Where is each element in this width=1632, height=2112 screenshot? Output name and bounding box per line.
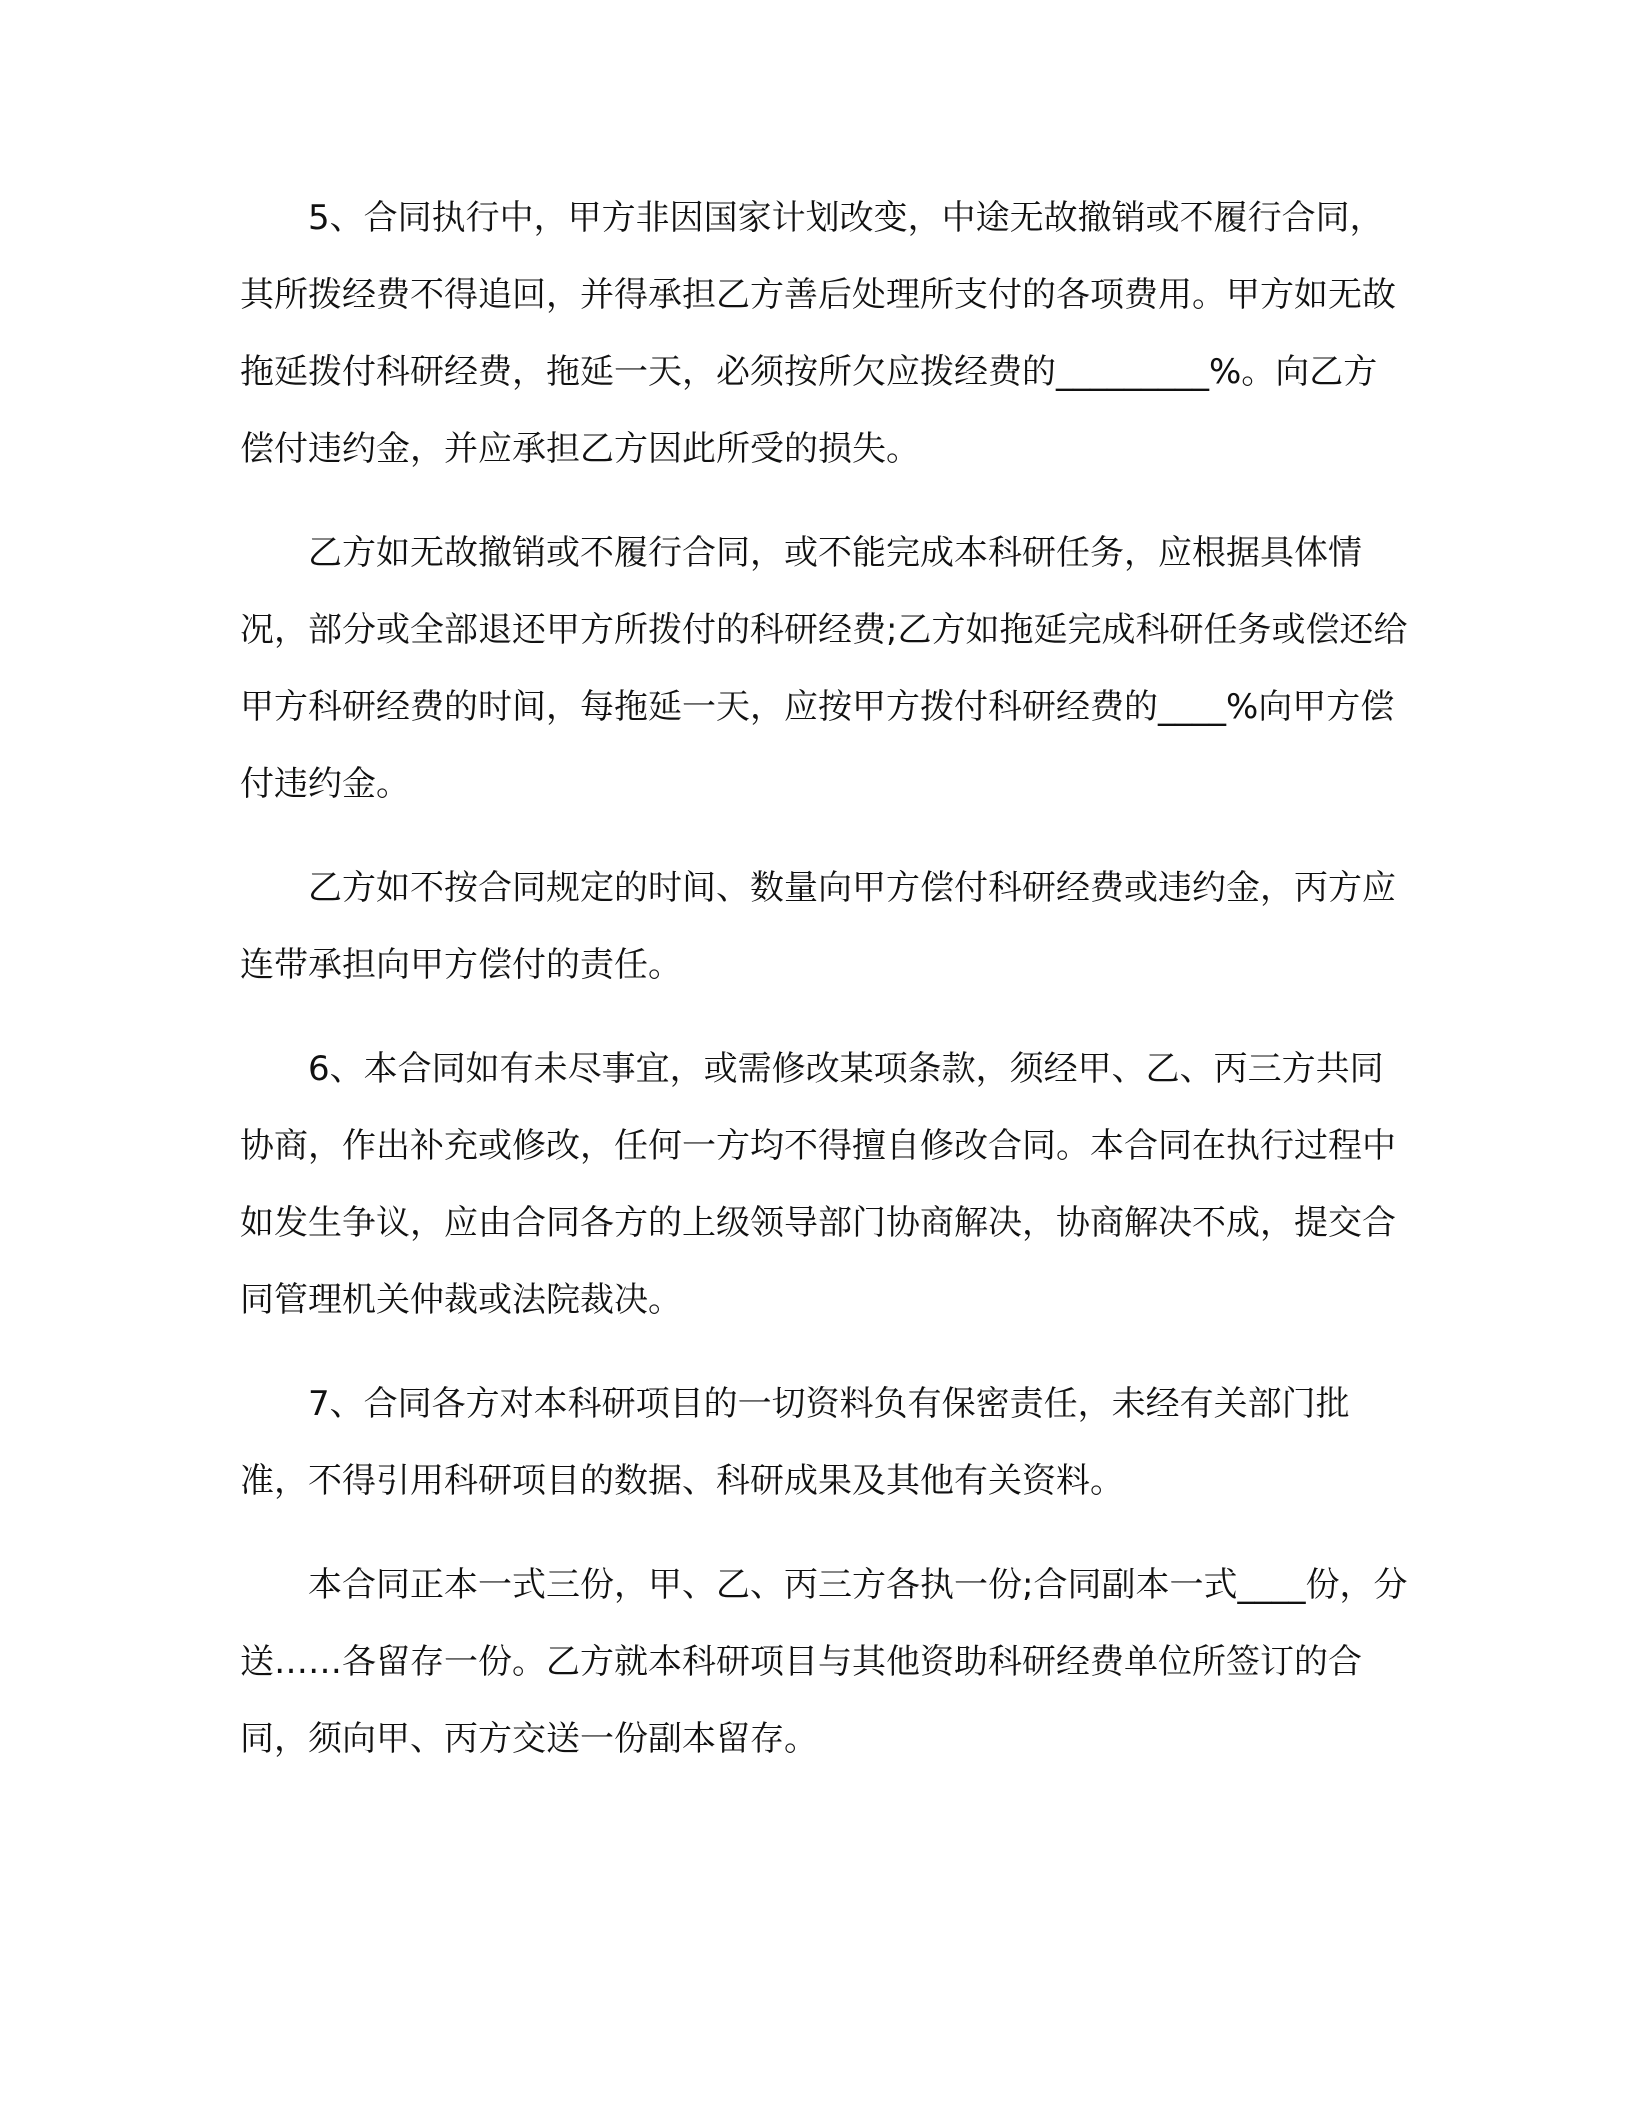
paragraph-clause-5: 5、合同执行中，甲方非因国家计划改变，中途无故撤销或不履行合同，其所拨经费不得追回，并得承担乙方善后处理所支付的各项费用。甲方如无故拖延拨付科研经费，拖延一天，必须按所欠应拨经费的_________%。向乙方偿付违约金，并应承担乙方因此所受的损失。 — [240, 198, 1396, 469]
paragraph-clause-7: 7、合同各方对本科研项目的一切资料负有保密责任，未经有关部门批准，不得引用科研项目的数据、科研成果及其他有关资料。 — [240, 1384, 1350, 1501]
paragraph-party-b-breach: 乙方如无故撤销或不履行合同，或不能完成本科研任务，应根据具体情况，部分或全部退还甲方所拨付的科研经费;乙方如拖延完成科研任务或偿还给甲方科研经费的时间，每拖延一天，应按甲方拨付科研经费的____%向甲方偿付违约金。 — [240, 533, 1408, 804]
paragraph-clause-6: 6、本合同如有未尽事宜，或需修改某项条款，须经甲、乙、丙三方共同协商，作出补充或修改，任何一方均不得擅自修改合同。本合同在执行过程中如发生争议，应由合同各方的上级领导部门协商解决，协商解决不成，提交合同管理机关仲裁或法院裁决。 — [240, 1049, 1396, 1320]
paragraph-copies: 本合同正本一式三份，甲、乙、丙三方各执一份;合同副本一式____份，分送……各留存一份。乙方就本科研项目与其他资助科研经费单位所签订的合同，须向甲、丙方交送一份副本留存。 — [240, 1565, 1408, 1759]
paragraph-party-c-liability: 乙方如不按合同规定的时间、数量向甲方偿付科研经费或违约金，丙方应连带承担向甲方偿付的责任。 — [240, 868, 1396, 985]
document-body — [240, 180, 1410, 1805]
